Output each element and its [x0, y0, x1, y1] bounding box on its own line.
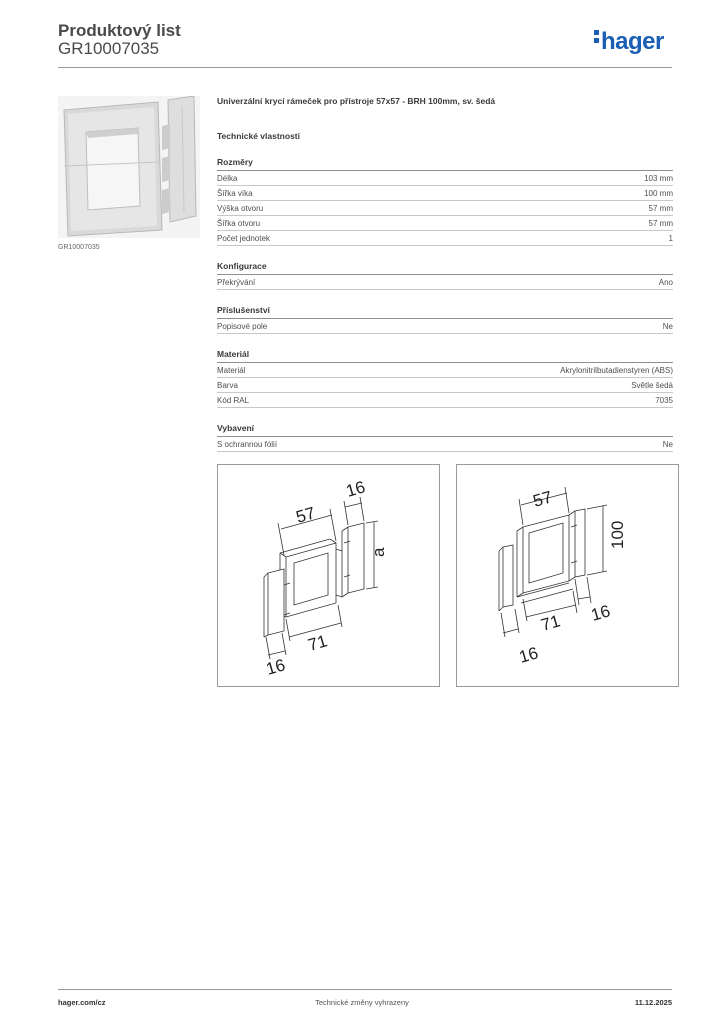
- spec-value: Ano: [658, 278, 673, 287]
- spec-value: Ne: [662, 440, 673, 449]
- footer-date: 11.12.2025: [634, 998, 672, 1007]
- spec-group-accessories: [217, 304, 673, 334]
- footer-website-link[interactable]: hager.com/cz: [58, 998, 106, 1007]
- spec-group-title: Materiál: [217, 348, 673, 363]
- spec-value: Světle šedá: [631, 381, 673, 390]
- spec-label: Materiál: [217, 366, 246, 375]
- spec-row: [217, 437, 673, 452]
- spec-label: Popisové pole: [217, 322, 268, 331]
- spec-group-equipment: [217, 422, 673, 452]
- dim-label: 71: [538, 611, 563, 635]
- spec-group-configuration: [217, 260, 673, 290]
- spec-group-title: Vybavení: [217, 422, 673, 437]
- technical-properties-heading: Technické vlastnosti: [217, 131, 300, 141]
- spec-row: [217, 363, 673, 378]
- hager-logo: [594, 28, 664, 56]
- spec-label: Překrývání: [217, 278, 256, 287]
- spec-label: Šířka otvoru: [217, 219, 261, 228]
- spec-group-title: Rozměry: [217, 156, 673, 171]
- spec-row: [217, 319, 673, 334]
- product-photo: [58, 96, 200, 238]
- technical-drawing-right: [456, 464, 679, 687]
- document-title: Produktový list: [58, 21, 181, 40]
- spec-group-material: [217, 348, 673, 408]
- spec-label: Výška otvoru: [217, 204, 264, 213]
- spec-row: [217, 201, 673, 216]
- spec-value: 57 mm: [648, 204, 673, 213]
- logo-dots-icon: [594, 30, 599, 46]
- dim-label: a: [369, 547, 388, 557]
- footer-note: Technické změny vyhrazeny: [315, 998, 409, 1007]
- dim-label: 16: [263, 655, 288, 679]
- spec-row: [217, 216, 673, 231]
- spec-value: 7035: [655, 396, 673, 405]
- dim-label: 100: [608, 520, 627, 549]
- spec-row: [217, 275, 673, 290]
- spec-value: 100 mm: [644, 189, 673, 198]
- spec-row: [217, 378, 673, 393]
- spec-label: Délka: [217, 174, 238, 183]
- product-code: GR10007035: [58, 39, 160, 58]
- spec-value: 57 mm: [648, 219, 673, 228]
- product-description: Univerzální krycí rámeček pro přístroje 57x57 - BRH 100mm, sv. šedá: [217, 96, 496, 106]
- dim-label: 16: [516, 643, 541, 667]
- product-photo-caption: GR10007035: [58, 244, 100, 251]
- spec-group-title: Konfigurace: [217, 260, 673, 275]
- spec-label: Kód RAL: [217, 396, 250, 405]
- spec-row: [217, 171, 673, 186]
- spec-value: 103 mm: [644, 174, 673, 183]
- spec-label: Počet jednotek: [217, 234, 270, 243]
- dim-label: 16: [343, 477, 368, 501]
- spec-group-dimensions: [217, 156, 673, 246]
- spec-group-title: Příslušenství: [217, 304, 673, 319]
- dim-label: 16: [588, 601, 613, 625]
- logo-text: hager: [601, 28, 664, 55]
- spec-label: Barva: [217, 381, 238, 390]
- spec-value: Ne: [662, 322, 673, 331]
- spec-row: [217, 186, 673, 201]
- spec-value: 1: [668, 234, 673, 243]
- spec-row: [217, 393, 673, 408]
- spec-row: [217, 231, 673, 246]
- spec-value: Akrylonitrilbutadienstyren (ABS): [560, 366, 673, 375]
- header-divider: [58, 67, 672, 68]
- dim-label: 57: [530, 487, 555, 511]
- footer-divider: [58, 989, 672, 990]
- spec-label: Šířka víka: [217, 189, 253, 198]
- technical-drawing-left: [217, 464, 440, 687]
- specification-panel: [217, 95, 673, 480]
- dim-label: 71: [305, 631, 330, 655]
- dim-label: 57: [293, 503, 318, 527]
- spec-label: S ochrannou fólií: [217, 440, 278, 449]
